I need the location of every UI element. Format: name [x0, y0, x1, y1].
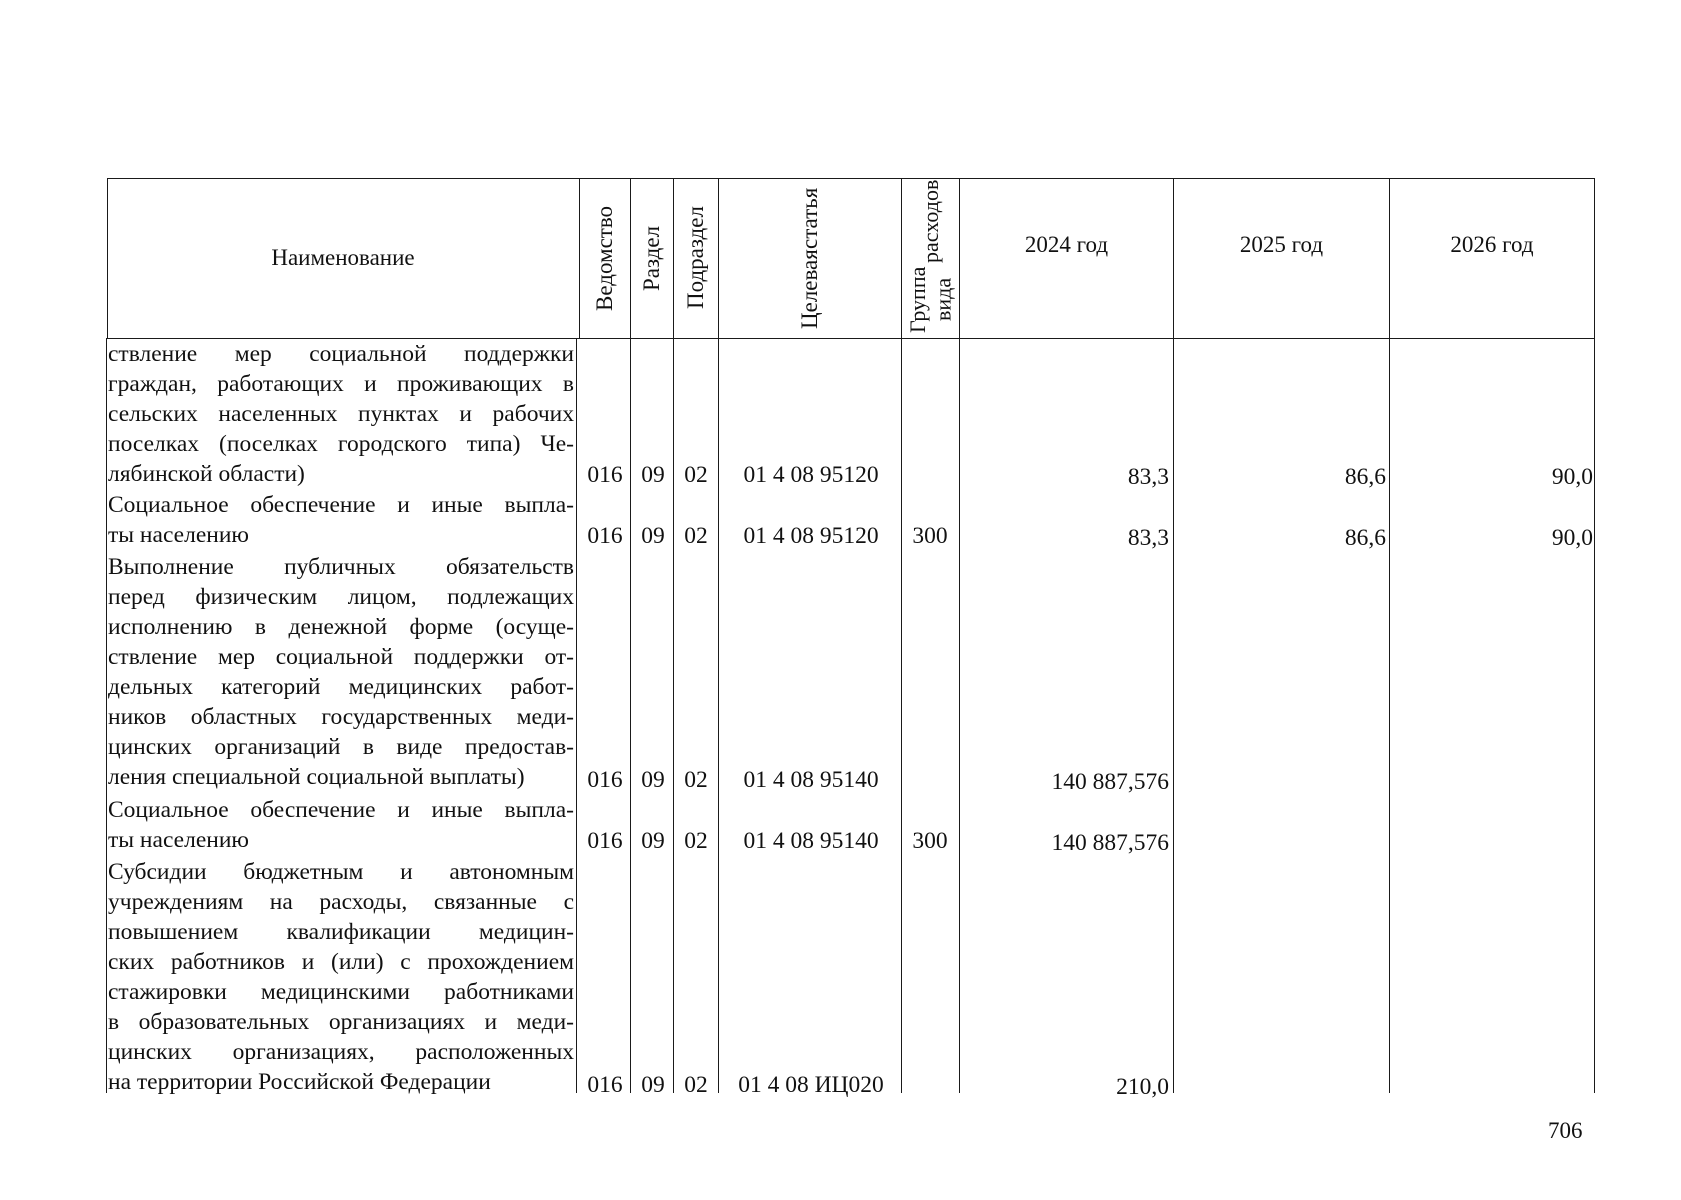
- cell-podrazdel: 02: [684, 1072, 708, 1098]
- col-line-cel: [901, 178, 902, 1093]
- name-line: исполнению в денежной форме (осуще-: [108, 614, 574, 640]
- page-number: 706: [1548, 1118, 1583, 1143]
- name-line: повышением квалификации медицин-: [108, 919, 574, 945]
- header-celevaya-line2: статья: [796, 187, 822, 249]
- name-line: стажировки медицинскими работниками: [108, 979, 574, 1005]
- name-line: перед физическим лицом, подлежащих: [108, 584, 574, 610]
- name-line: ты населению: [108, 522, 249, 548]
- header-celevaya: [720, 180, 900, 336]
- cell-vedomstvo: 016: [587, 1072, 623, 1098]
- header-2025: 2025 год: [1239, 231, 1324, 257]
- name-line: граждан, работающих и проживающих в: [108, 371, 574, 397]
- col-line-ved: [630, 178, 631, 1093]
- table-top-border: [107, 178, 1594, 179]
- cell-celevaya: 01 4 08 ИЦ020: [738, 1072, 884, 1098]
- name-line: Социальное обеспечение и иные выпла-: [108, 797, 574, 823]
- header-podrazdel: Подраздел: [682, 206, 708, 310]
- cell-gruppa: 300: [912, 523, 948, 549]
- header-name: Наименование: [271, 244, 415, 270]
- name-line: Социальное обеспечение и иные выпла-: [108, 492, 574, 518]
- name-line: Выполнение публичных обязательств: [108, 554, 574, 580]
- col-line-name: [579, 178, 580, 338]
- header-vedomstvo: Ведомство: [591, 205, 617, 311]
- cell-razdel: 09: [641, 523, 665, 549]
- name-line: учреждениям на расходы, связанные с: [108, 889, 574, 915]
- cell-2024: 83,3: [1127, 464, 1169, 490]
- name-line: лябинской области): [108, 461, 305, 487]
- col-line-left-body: [106, 338, 107, 1093]
- cell-razdel: 09: [641, 462, 665, 488]
- table-row-name: [108, 795, 574, 855]
- cell-vedomstvo: 016: [587, 523, 623, 549]
- cell-celevaya: 01 4 08 95140: [743, 828, 879, 854]
- cell-celevaya: 01 4 08 95140: [743, 767, 879, 793]
- cell-podrazdel: 02: [684, 767, 708, 793]
- cell-celevaya: 01 4 08 95120: [743, 462, 879, 488]
- cell-2024: 140 887,576: [1051, 769, 1169, 795]
- name-line: ствление мер социальной поддержки: [108, 341, 574, 367]
- table-row-name: [108, 339, 574, 489]
- cell-celevaya: 01 4 08 95120: [743, 523, 879, 549]
- name-line: ления специальной социальной выплаты): [108, 764, 525, 790]
- name-line: в образовательных организациях и меди-: [108, 1009, 574, 1035]
- header-razdel: Раздел: [638, 225, 664, 291]
- name-line: на территории Российской Федерации: [108, 1069, 491, 1095]
- name-line: цинских организациях, расположенных: [108, 1039, 574, 1065]
- cell-2026: 90,0: [1551, 464, 1593, 490]
- col-line-name-body: [576, 338, 577, 1093]
- name-line: ты населению: [108, 827, 249, 853]
- cell-razdel: 09: [641, 767, 665, 793]
- cell-vedomstvo: 016: [587, 767, 623, 793]
- name-line: ских работников и (или) с прохождением: [108, 949, 574, 975]
- name-line: цинских организаций в виде предостав-: [108, 734, 574, 760]
- header-2026: 2026 год: [1450, 231, 1534, 257]
- name-line: Субсидии бюджетным и автономным: [108, 859, 574, 885]
- cell-podrazdel: 02: [684, 462, 708, 488]
- header-gruppa-line2: расходов: [917, 180, 943, 264]
- col-line-y25: [1389, 178, 1390, 1093]
- header-gruppa: [903, 180, 958, 336]
- col-line-y24: [1173, 178, 1174, 1093]
- name-line: поселках (поселках городского типа) Че-: [108, 431, 574, 457]
- header-celevaya-line1: Целевая: [796, 248, 822, 329]
- cell-razdel: 09: [641, 1072, 665, 1098]
- col-line-right: [1594, 178, 1595, 1093]
- cell-2025: 86,6: [1344, 525, 1386, 551]
- header-2024: 2024 год: [1024, 231, 1109, 257]
- table-row-name: [108, 490, 574, 550]
- cell-podrazdel: 02: [684, 523, 708, 549]
- table-row-name: [108, 552, 574, 792]
- name-line: дельных категорий медицинских работ-: [108, 674, 574, 700]
- cell-vedomstvo: 016: [587, 462, 623, 488]
- cell-2026: 90,0: [1551, 525, 1593, 551]
- name-line: ствление мер социальной поддержки от-: [108, 644, 574, 670]
- cell-2024: 210,0: [1116, 1074, 1169, 1100]
- header-gruppa-line1: Группа вида: [905, 266, 956, 333]
- cell-vedomstvo: 016: [587, 828, 623, 854]
- col-line-raz: [673, 178, 674, 1093]
- name-line: сельских населенных пунктах и рабочих: [108, 401, 574, 427]
- col-line-pod: [718, 178, 719, 1093]
- name-line: ников областных государственных меди-: [108, 704, 574, 730]
- cell-gruppa: 300: [912, 828, 948, 854]
- col-line-grp: [959, 178, 960, 1093]
- cell-2024: 140 887,576: [1051, 830, 1169, 856]
- cell-2024: 83,3: [1127, 525, 1169, 551]
- table-row-name: [108, 857, 574, 1097]
- cell-razdel: 09: [641, 828, 665, 854]
- cell-2025: 86,6: [1344, 464, 1386, 490]
- cell-podrazdel: 02: [684, 828, 708, 854]
